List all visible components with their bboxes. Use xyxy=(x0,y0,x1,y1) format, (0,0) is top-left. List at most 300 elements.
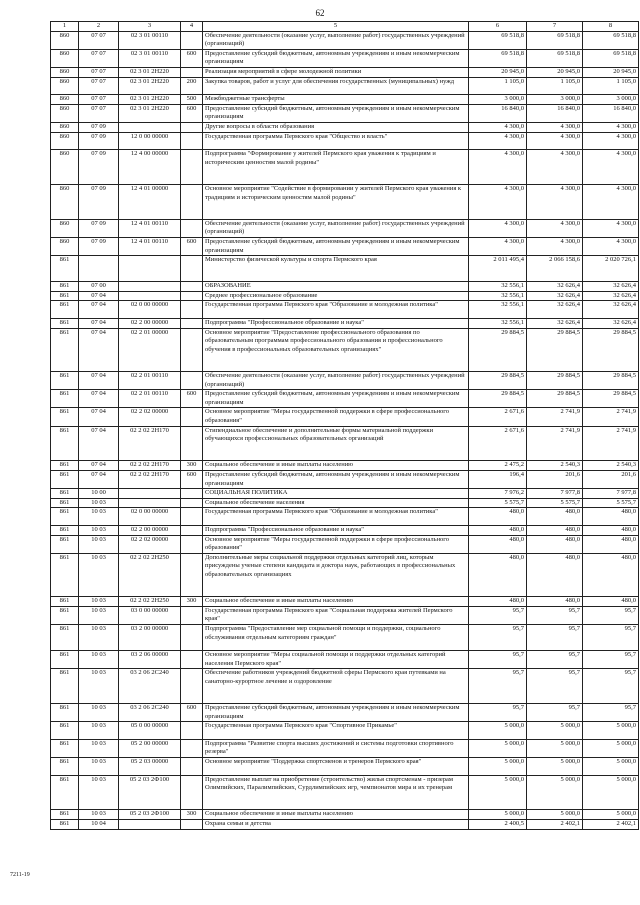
table-row xyxy=(51,525,639,535)
cell-amount-col7: 2 741,9 xyxy=(527,408,583,426)
cell-description: Предоставление субсидий бюджетным, автономным учреждениям и иным некоммерческим организациям xyxy=(203,237,469,255)
cell-section-code: 10 03 xyxy=(79,810,119,820)
table-row xyxy=(51,722,639,740)
cell-expense-type: 600 xyxy=(181,704,203,722)
cell-description: Государственная программа Пермского края "Образование и молодежная политика" xyxy=(203,301,469,319)
cell-amount-col7: 2 066 158,6 xyxy=(527,256,583,282)
cell-target-article xyxy=(119,820,181,830)
cell-expense-type xyxy=(181,775,203,810)
cell-amount-col6: 2 011 495,4 xyxy=(469,256,527,282)
cell-amount-col8: 4 300,0 xyxy=(583,150,639,185)
cell-amount-col6: 95,7 xyxy=(469,624,527,650)
cell-amount-col8: 5 000,0 xyxy=(583,810,639,820)
cell-target-article: 02 2 02 00000 xyxy=(119,535,181,553)
table-row xyxy=(51,122,639,132)
cell-amount-col8: 4 300,0 xyxy=(583,237,639,255)
cell-description: Предоставление субсидий бюджетным, автономным учреждениям и иным некоммерческим организациям xyxy=(203,104,469,122)
table-row xyxy=(51,219,639,237)
cell-expense-type: 500 xyxy=(181,95,203,105)
cell-amount-col7: 480,0 xyxy=(527,553,583,596)
cell-target-article xyxy=(119,122,181,132)
cell-amount-col7: 32 626,4 xyxy=(527,301,583,319)
cell-amount-col8: 480,0 xyxy=(583,553,639,596)
cell-target-article: 05 2 00 00000 xyxy=(119,739,181,757)
cell-amount-col6: 32 556,1 xyxy=(469,301,527,319)
cell-section-code: 07 04 xyxy=(79,301,119,319)
cell-admin-code: 860 xyxy=(51,67,79,77)
cell-amount-col8: 95,7 xyxy=(583,704,639,722)
cell-section-code: 07 04 xyxy=(79,408,119,426)
cell-amount-col8: 4 300,0 xyxy=(583,132,639,150)
cell-amount-col8: 32 626,4 xyxy=(583,319,639,329)
cell-description: Дополнительные меры социальной поддержки отдельных категорий лиц, которым присуждены ученые степени кандидата и доктора наук, работающих в профессиональных образовательных организациях xyxy=(203,553,469,596)
cell-amount-col7: 32 626,4 xyxy=(527,291,583,301)
cell-amount-col8: 95,7 xyxy=(583,651,639,669)
cell-amount-col6: 5 000,0 xyxy=(469,775,527,810)
cell-admin-code: 861 xyxy=(51,319,79,329)
cell-expense-type xyxy=(181,282,203,292)
cell-expense-type: 600 xyxy=(181,471,203,489)
cell-section-code: 07 07 xyxy=(79,95,119,105)
cell-description: Стипендиальное обеспечение и дополнительные формы материальной поддержки обучающихся профессиональных образовательных организаций xyxy=(203,426,469,461)
cell-amount-col8: 5 000,0 xyxy=(583,775,639,810)
cell-amount-col8: 16 840,0 xyxy=(583,104,639,122)
cell-amount-col7: 29 884,5 xyxy=(527,372,583,390)
column-header: 1 xyxy=(51,22,79,32)
cell-admin-code: 861 xyxy=(51,291,79,301)
table-row xyxy=(51,184,639,219)
cell-target-article: 05 0 00 00000 xyxy=(119,722,181,740)
cell-description: Социальное обеспечение населения xyxy=(203,498,469,508)
cell-description: Государственная программа Пермского края "Спортивное Прикамье" xyxy=(203,722,469,740)
cell-amount-col8: 480,0 xyxy=(583,525,639,535)
cell-amount-col6: 4 300,0 xyxy=(469,132,527,150)
cell-amount-col6: 5 000,0 xyxy=(469,722,527,740)
table-row xyxy=(51,597,639,607)
cell-admin-code: 861 xyxy=(51,408,79,426)
table-row xyxy=(51,471,639,489)
cell-amount-col7: 2 741,9 xyxy=(527,426,583,461)
cell-amount-col6: 5 000,0 xyxy=(469,739,527,757)
cell-description: Среднее профессиональное образование xyxy=(203,291,469,301)
column-header: 7 xyxy=(527,22,583,32)
table-row xyxy=(51,408,639,426)
cell-amount-col6: 16 840,0 xyxy=(469,104,527,122)
cell-section-code: 07 09 xyxy=(79,184,119,219)
table-row xyxy=(51,237,639,255)
cell-amount-col6: 480,0 xyxy=(469,597,527,607)
cell-amount-col7: 2 540,3 xyxy=(527,461,583,471)
cell-description: Основное мероприятие "Меры государственной поддержки в сфере профессионального образования" xyxy=(203,535,469,553)
cell-amount-col7: 4 300,0 xyxy=(527,219,583,237)
cell-amount-col7: 95,7 xyxy=(527,669,583,704)
cell-target-article: 02 2 02 2Н250 xyxy=(119,553,181,596)
cell-admin-code: 861 xyxy=(51,606,79,624)
table-row xyxy=(51,390,639,408)
cell-amount-col6: 5 000,0 xyxy=(469,810,527,820)
cell-admin-code: 861 xyxy=(51,624,79,650)
cell-amount-col8: 4 300,0 xyxy=(583,184,639,219)
cell-target-article: 02 3 01 2Н220 xyxy=(119,67,181,77)
cell-expense-type xyxy=(181,606,203,624)
cell-expense-type xyxy=(181,722,203,740)
cell-amount-col8: 2 741,9 xyxy=(583,426,639,461)
cell-amount-col7: 480,0 xyxy=(527,508,583,526)
cell-expense-type: 600 xyxy=(181,49,203,67)
cell-admin-code: 861 xyxy=(51,489,79,499)
cell-expense-type xyxy=(181,525,203,535)
cell-description: Подпрограмма "Профессиональное образование и наука" xyxy=(203,319,469,329)
cell-admin-code: 861 xyxy=(51,553,79,596)
cell-amount-col6: 4 300,0 xyxy=(469,122,527,132)
table-row xyxy=(51,489,639,499)
cell-target-article xyxy=(119,256,181,282)
cell-admin-code: 861 xyxy=(51,498,79,508)
cell-target-article: 03 2 06 00000 xyxy=(119,651,181,669)
table-row xyxy=(51,49,639,67)
cell-expense-type xyxy=(181,739,203,757)
table-row xyxy=(51,132,639,150)
cell-expense-type xyxy=(181,122,203,132)
cell-admin-code: 861 xyxy=(51,651,79,669)
cell-expense-type xyxy=(181,408,203,426)
cell-admin-code: 860 xyxy=(51,150,79,185)
cell-description: Обеспечение работников учреждений бюджетной сферы Пермского края путевками на санаторно-курортное лечение и оздоровление xyxy=(203,669,469,704)
cell-expense-type xyxy=(181,426,203,461)
cell-expense-type xyxy=(181,535,203,553)
cell-description: Межбюджетные трансферты xyxy=(203,95,469,105)
cell-amount-col8: 2 741,9 xyxy=(583,408,639,426)
cell-amount-col8: 2 540,3 xyxy=(583,461,639,471)
cell-admin-code: 860 xyxy=(51,132,79,150)
cell-amount-col8: 480,0 xyxy=(583,508,639,526)
cell-section-code: 07 09 xyxy=(79,150,119,185)
column-header: 8 xyxy=(583,22,639,32)
table-row xyxy=(51,95,639,105)
cell-amount-col8: 32 626,4 xyxy=(583,291,639,301)
column-header: 6 xyxy=(469,22,527,32)
cell-target-article: 03 2 06 2С240 xyxy=(119,669,181,704)
cell-description: Государственная программа Пермского края "Образование и молодежная политика" xyxy=(203,508,469,526)
cell-amount-col7: 32 626,4 xyxy=(527,319,583,329)
table-row xyxy=(51,624,639,650)
cell-description: Подпрограмма "Развитие спорта высших достижений и системы подготовки спортивного резерва" xyxy=(203,739,469,757)
cell-section-code: 07 09 xyxy=(79,122,119,132)
cell-expense-type xyxy=(181,758,203,776)
cell-admin-code: 860 xyxy=(51,104,79,122)
cell-expense-type xyxy=(181,132,203,150)
table-row xyxy=(51,704,639,722)
cell-expense-type xyxy=(181,291,203,301)
cell-amount-col8: 201,6 xyxy=(583,471,639,489)
cell-admin-code: 861 xyxy=(51,704,79,722)
cell-amount-col6: 20 945,0 xyxy=(469,67,527,77)
cell-section-code: 10 03 xyxy=(79,553,119,596)
cell-description: Подпрограмма "Профессиональное образование и наука" xyxy=(203,525,469,535)
cell-section-code: 07 04 xyxy=(79,426,119,461)
cell-amount-col8: 3 000,0 xyxy=(583,95,639,105)
cell-section-code: 07 07 xyxy=(79,31,119,49)
cell-amount-col6: 4 300,0 xyxy=(469,219,527,237)
cell-section-code: 10 03 xyxy=(79,525,119,535)
column-header: 2 xyxy=(79,22,119,32)
footer-code: 7211-19 xyxy=(10,872,30,878)
cell-admin-code: 861 xyxy=(51,535,79,553)
cell-amount-col7: 69 518,8 xyxy=(527,49,583,67)
cell-section-code: 10 03 xyxy=(79,508,119,526)
cell-amount-col6: 29 884,5 xyxy=(469,390,527,408)
cell-target-article: 12 4 01 00110 xyxy=(119,237,181,255)
cell-expense-type xyxy=(181,184,203,219)
cell-amount-col7: 5 000,0 xyxy=(527,758,583,776)
cell-amount-col6: 5 575,7 xyxy=(469,498,527,508)
cell-target-article: 02 2 02 2Н170 xyxy=(119,426,181,461)
table-row xyxy=(51,461,639,471)
cell-expense-type xyxy=(181,328,203,371)
cell-amount-col8: 4 300,0 xyxy=(583,219,639,237)
cell-amount-col8: 95,7 xyxy=(583,606,639,624)
cell-expense-type xyxy=(181,669,203,704)
cell-description: Социальное обеспечение и иные выплаты населению xyxy=(203,597,469,607)
table-row xyxy=(51,282,639,292)
cell-target-article: 03 2 00 00000 xyxy=(119,624,181,650)
table-row xyxy=(51,810,639,820)
cell-section-code: 07 09 xyxy=(79,132,119,150)
cell-expense-type: 600 xyxy=(181,237,203,255)
table-row xyxy=(51,606,639,624)
cell-description: Подпрограмма "Предоставление мер социальной помощи и поддержки, социального обслуживания отдельным категориям граждан" xyxy=(203,624,469,650)
cell-amount-col7: 201,6 xyxy=(527,471,583,489)
cell-section-code: 07 09 xyxy=(79,237,119,255)
cell-expense-type xyxy=(181,651,203,669)
cell-expense-type xyxy=(181,219,203,237)
cell-amount-col8: 95,7 xyxy=(583,624,639,650)
cell-amount-col8: 32 626,4 xyxy=(583,282,639,292)
cell-expense-type xyxy=(181,624,203,650)
table-row xyxy=(51,508,639,526)
cell-amount-col7: 20 945,0 xyxy=(527,67,583,77)
cell-section-code: 07 09 xyxy=(79,219,119,237)
cell-amount-col6: 480,0 xyxy=(469,508,527,526)
cell-section-code: 07 07 xyxy=(79,77,119,95)
cell-amount-col7: 16 840,0 xyxy=(527,104,583,122)
table-row xyxy=(51,820,639,830)
cell-description: Закупка товаров, работ и услуг для обеспечения государственных (муниципальных) нужд xyxy=(203,77,469,95)
cell-amount-col6: 5 000,0 xyxy=(469,758,527,776)
cell-section-code: 10 03 xyxy=(79,606,119,624)
cell-amount-col6: 95,7 xyxy=(469,651,527,669)
table-row xyxy=(51,291,639,301)
cell-amount-col7: 5 000,0 xyxy=(527,739,583,757)
column-header: 5 xyxy=(203,22,469,32)
cell-section-code: 07 00 xyxy=(79,282,119,292)
cell-expense-type xyxy=(181,319,203,329)
cell-description: Основное мероприятие "Меры государственной поддержки в сфере профессионального образования" xyxy=(203,408,469,426)
cell-description: ОБРАЗОВАНИЕ xyxy=(203,282,469,292)
cell-section-code: 10 03 xyxy=(79,739,119,757)
cell-admin-code: 861 xyxy=(51,525,79,535)
cell-amount-col8: 29 884,5 xyxy=(583,372,639,390)
table-row xyxy=(51,256,639,282)
cell-admin-code: 860 xyxy=(51,31,79,49)
cell-section-code: 10 03 xyxy=(79,597,119,607)
cell-description: Основное мероприятие "Поддержка спортсменов и тренеров Пермского края" xyxy=(203,758,469,776)
cell-amount-col8: 5 000,0 xyxy=(583,722,639,740)
cell-amount-col6: 95,7 xyxy=(469,704,527,722)
cell-section-code: 10 03 xyxy=(79,704,119,722)
cell-section-code: 10 03 xyxy=(79,651,119,669)
cell-target-article: 05 2 03 2Ф100 xyxy=(119,810,181,820)
cell-amount-col6: 2 400,5 xyxy=(469,820,527,830)
cell-target-article xyxy=(119,282,181,292)
cell-amount-col6: 1 105,0 xyxy=(469,77,527,95)
table-row xyxy=(51,426,639,461)
cell-amount-col6: 32 556,1 xyxy=(469,291,527,301)
cell-amount-col8: 1 105,0 xyxy=(583,77,639,95)
table-row xyxy=(51,150,639,185)
table-row xyxy=(51,651,639,669)
cell-admin-code: 861 xyxy=(51,256,79,282)
cell-section-code: 10 03 xyxy=(79,624,119,650)
cell-description: Другие вопросы в области образования xyxy=(203,122,469,132)
table-row xyxy=(51,67,639,77)
cell-admin-code: 860 xyxy=(51,219,79,237)
table-row xyxy=(51,775,639,810)
cell-amount-col8: 2 020 726,1 xyxy=(583,256,639,282)
cell-admin-code: 860 xyxy=(51,49,79,67)
cell-target-article: 02 3 01 2Н220 xyxy=(119,95,181,105)
cell-amount-col6: 2 475,2 xyxy=(469,461,527,471)
cell-description: Обеспечение деятельности (оказание услуг, выполнение работ) государственных учреждений (организаций) xyxy=(203,219,469,237)
table-row xyxy=(51,77,639,95)
cell-amount-col6: 3 000,0 xyxy=(469,95,527,105)
cell-target-article xyxy=(119,291,181,301)
table-row xyxy=(51,301,639,319)
cell-section-code xyxy=(79,256,119,282)
cell-description: Обеспечение деятельности (оказание услуг, выполнение работ) государственных учреждений (организаций) xyxy=(203,31,469,49)
cell-target-article: 02 2 02 2Н170 xyxy=(119,471,181,489)
cell-amount-col7: 32 626,4 xyxy=(527,282,583,292)
cell-description: Основное мероприятие "Предоставление профессионального образования по образовательным программам профессионального образования и профессионального обучения в профессиональных образовательных организациях" xyxy=(203,328,469,371)
table-row xyxy=(51,104,639,122)
cell-amount-col6: 29 884,5 xyxy=(469,372,527,390)
cell-admin-code: 861 xyxy=(51,739,79,757)
cell-section-code: 10 03 xyxy=(79,775,119,810)
cell-expense-type: 200 xyxy=(181,77,203,95)
cell-amount-col7: 5 000,0 xyxy=(527,775,583,810)
cell-target-article: 02 2 00 00000 xyxy=(119,525,181,535)
column-header: 4 xyxy=(181,22,203,32)
cell-target-article: 02 2 02 2Н170 xyxy=(119,461,181,471)
cell-amount-col7: 7 977,8 xyxy=(527,489,583,499)
cell-amount-col7: 29 884,5 xyxy=(527,328,583,371)
cell-description: Основное мероприятие "Меры социальной помощи и поддержки отдельных категорий населения Пермского края" xyxy=(203,651,469,669)
cell-section-code: 07 04 xyxy=(79,291,119,301)
cell-amount-col7: 4 300,0 xyxy=(527,184,583,219)
cell-expense-type: 300 xyxy=(181,461,203,471)
cell-amount-col8: 29 884,5 xyxy=(583,390,639,408)
cell-target-article: 05 2 03 2Ф100 xyxy=(119,775,181,810)
cell-expense-type xyxy=(181,256,203,282)
cell-target-article: 02 3 01 2Н220 xyxy=(119,77,181,95)
cell-admin-code: 861 xyxy=(51,328,79,371)
cell-target-article: 03 2 06 2С240 xyxy=(119,704,181,722)
cell-section-code: 07 04 xyxy=(79,328,119,371)
cell-section-code: 10 04 xyxy=(79,820,119,830)
cell-admin-code: 861 xyxy=(51,282,79,292)
cell-amount-col8: 95,7 xyxy=(583,669,639,704)
cell-target-article: 12 4 01 00000 xyxy=(119,184,181,219)
cell-section-code: 07 07 xyxy=(79,67,119,77)
cell-amount-col7: 95,7 xyxy=(527,624,583,650)
cell-expense-type: 600 xyxy=(181,390,203,408)
cell-description: Предоставление субсидий бюджетным, автономным учреждениям и иным некоммерческим организациям xyxy=(203,704,469,722)
cell-admin-code: 861 xyxy=(51,820,79,830)
cell-description: Обеспечение деятельности (оказание услуг, выполнение работ) государственных учреждений (организаций) xyxy=(203,372,469,390)
cell-description: Реализация мероприятий в сфере молодежной политики xyxy=(203,67,469,77)
cell-amount-col7: 29 884,5 xyxy=(527,390,583,408)
cell-section-code: 10 03 xyxy=(79,722,119,740)
cell-target-article: 02 2 01 00110 xyxy=(119,390,181,408)
cell-description: Министерство физической культуры и спорта Пермского края xyxy=(203,256,469,282)
cell-amount-col8: 5 000,0 xyxy=(583,739,639,757)
cell-amount-col7: 4 300,0 xyxy=(527,237,583,255)
cell-amount-col7: 4 300,0 xyxy=(527,132,583,150)
cell-expense-type: 600 xyxy=(181,104,203,122)
cell-section-code: 07 07 xyxy=(79,104,119,122)
cell-expense-type xyxy=(181,489,203,499)
cell-amount-col7: 480,0 xyxy=(527,597,583,607)
cell-target-article xyxy=(119,489,181,499)
cell-target-article: 02 3 01 00110 xyxy=(119,49,181,67)
cell-expense-type xyxy=(181,372,203,390)
cell-expense-type xyxy=(181,31,203,49)
cell-amount-col6: 32 556,1 xyxy=(469,282,527,292)
cell-amount-col7: 69 518,8 xyxy=(527,31,583,49)
cell-amount-col7: 4 300,0 xyxy=(527,150,583,185)
cell-target-article: 02 2 02 00000 xyxy=(119,408,181,426)
table-row xyxy=(51,553,639,596)
cell-amount-col8: 69 518,8 xyxy=(583,49,639,67)
cell-target-article: 02 3 01 00110 xyxy=(119,31,181,49)
cell-amount-col6: 2 671,6 xyxy=(469,408,527,426)
table-row xyxy=(51,372,639,390)
cell-target-article xyxy=(119,498,181,508)
cell-section-code: 07 04 xyxy=(79,390,119,408)
cell-target-article: 02 2 01 00110 xyxy=(119,372,181,390)
cell-section-code: 07 04 xyxy=(79,461,119,471)
column-header: 3 xyxy=(119,22,181,32)
cell-admin-code: 861 xyxy=(51,390,79,408)
cell-amount-col7: 95,7 xyxy=(527,606,583,624)
cell-amount-col7: 5 575,7 xyxy=(527,498,583,508)
cell-amount-col8: 2 402,1 xyxy=(583,820,639,830)
cell-amount-col7: 5 000,0 xyxy=(527,722,583,740)
cell-amount-col8: 7 977,8 xyxy=(583,489,639,499)
cell-amount-col8: 32 626,4 xyxy=(583,301,639,319)
cell-amount-col8: 20 945,0 xyxy=(583,67,639,77)
table-row xyxy=(51,31,639,49)
cell-description: Предоставление субсидий бюджетным, автономным учреждениям и иным некоммерческим организациям xyxy=(203,390,469,408)
cell-admin-code: 861 xyxy=(51,758,79,776)
cell-target-article: 12 4 00 00000 xyxy=(119,150,181,185)
cell-amount-col6: 29 884,5 xyxy=(469,328,527,371)
cell-expense-type xyxy=(181,301,203,319)
cell-admin-code: 860 xyxy=(51,184,79,219)
table-row xyxy=(51,498,639,508)
cell-expense-type xyxy=(181,820,203,830)
cell-admin-code: 861 xyxy=(51,426,79,461)
